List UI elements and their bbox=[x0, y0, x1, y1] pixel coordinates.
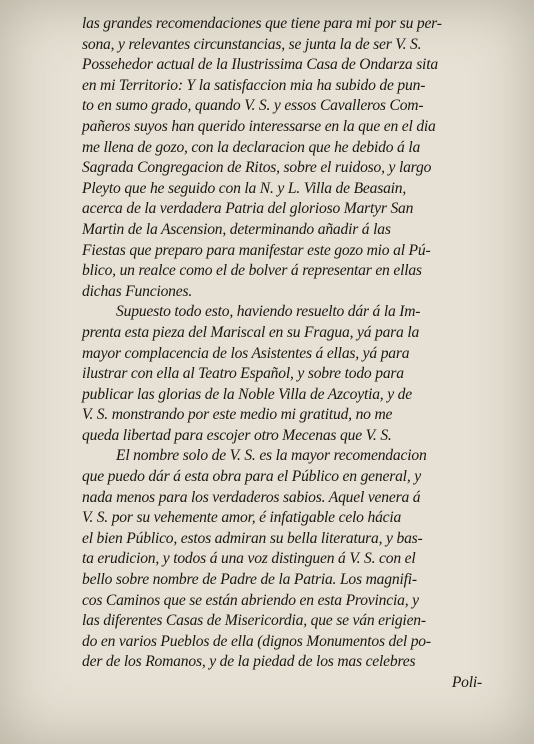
text-line: las diferentes Casas de Misericordia, que se ván erigien- bbox=[82, 612, 426, 630]
text-line: ta erudicion, y todos á una voz distinguen á V. S. con el bbox=[82, 550, 416, 568]
text-line: bello sobre nombre de Padre de la Patria. Los magnifi- bbox=[82, 571, 417, 589]
text-line: Pleyto que he seguido con la N. y L. Villa de Beasain, bbox=[82, 179, 407, 197]
text-line: me llena de gozo, con la declaracion que he debido á la bbox=[82, 138, 421, 156]
text-line: dichas Funciones. bbox=[82, 282, 193, 300]
text-line: sona, y relevantes circunstancias, se junta la de ser V. S. bbox=[82, 35, 422, 53]
text-line: acerca de la verdadera Patria del glorioso Martyr San bbox=[82, 200, 414, 218]
text-line: blico, un realce como el de bolver á representar en ellas bbox=[82, 262, 422, 280]
text-line: Martin de la Ascension, determinando añadir á las bbox=[82, 220, 391, 238]
page-text bbox=[82, 14, 482, 694]
text-line: las grandes recomendaciones que tiene para mi por su per- bbox=[82, 15, 442, 32]
text-line: do en varios Pueblos de ella (dignos Monumentos del po- bbox=[82, 632, 431, 650]
text-line: que puedo dár á esta obra para el Público en general, y bbox=[82, 468, 421, 486]
paragraph-start-line: Supuesto todo esto, haviendo resuelto dár á la Im- bbox=[116, 303, 421, 321]
text-line: ilustrar con ella al Teatro Español, y sobre todo para bbox=[82, 365, 404, 383]
text-line: Fiestas que preparo para manifestar este gozo mio al Pú- bbox=[82, 241, 431, 259]
text-line: nada menos para los verdaderos sabios. Aquel venera á bbox=[82, 488, 421, 506]
text-line: pañeros suyos han querido interessarse en la que en el dia bbox=[82, 117, 436, 135]
paragraph-start-line: El nombre solo de V. S. es la mayor recomendacion bbox=[116, 447, 427, 465]
text-line: cos Caminos que se están abriendo en esta Provincia, y bbox=[82, 591, 419, 609]
text-line: V. S. por su vehemente amor, é infatigable celo hácia bbox=[82, 509, 402, 527]
text-line: publicar las glorias de la Noble Villa de Azcoytia, y de bbox=[82, 385, 412, 403]
text-line: en mi Territorio: Y la satisfaccion mia ha subido de pun- bbox=[82, 76, 426, 94]
text-line: el bien Público, estos admiran su bella literatura, y bas- bbox=[82, 529, 423, 547]
catchword: Poli- bbox=[451, 674, 482, 691]
text-line: Sagrada Congregacion de Ritos, sobre el ruidoso, y largo bbox=[82, 159, 432, 177]
text-line: prenta esta pieza del Mariscal en su Fragua, yá para la bbox=[82, 323, 420, 341]
text-line: V. S. monstrando por este medio mi gratitud, no me bbox=[82, 406, 393, 424]
text-line: to en sumo grado, quando V. S. y essos Cavalleros Com- bbox=[82, 97, 424, 115]
text-line: der de los Romanos, y de la piedad de los mas celebres bbox=[82, 653, 416, 671]
text-line: mayor complacencia de los Asistentes á ellas, yá para bbox=[82, 344, 410, 362]
text-line: Possehedor actual de la Ilustrissima Casa de Ondarza sita bbox=[82, 56, 438, 74]
text-line: queda libertad para escojer otro Mecenas que V. S. bbox=[82, 426, 392, 444]
